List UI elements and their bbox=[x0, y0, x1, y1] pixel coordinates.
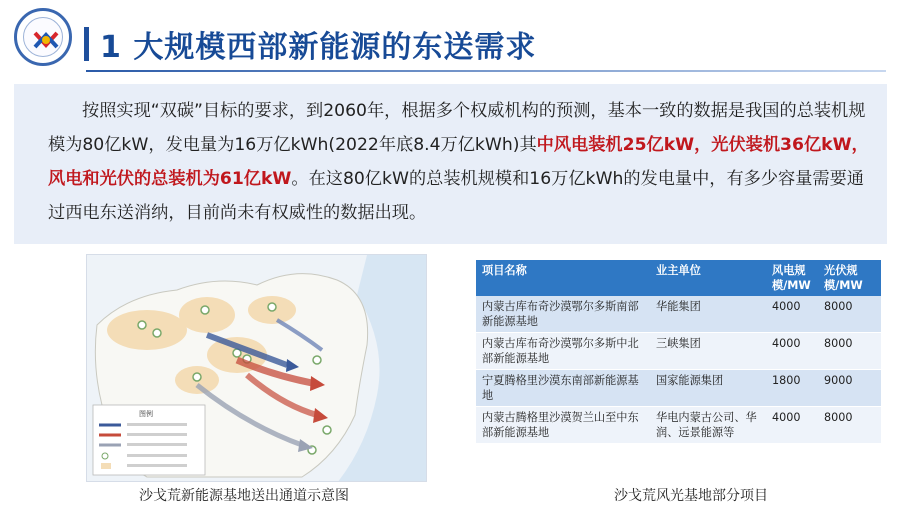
cell-project-name: 内蒙古库布奇沙漠鄂尔多斯南部新能源基地 bbox=[476, 296, 650, 333]
cell-solar: 8000 bbox=[818, 333, 881, 370]
header-project-name: 项目名称 bbox=[476, 260, 650, 296]
table-row bbox=[476, 407, 881, 444]
logo-emblem-icon bbox=[17, 11, 75, 69]
cell-project-name: 宁夏腾格里沙漠东南部新能源基地 bbox=[476, 370, 650, 407]
cell-owner: 华电内蒙古公司、华润、远景能源等 bbox=[650, 407, 766, 444]
header-wind-capacity: 风电规模/MW bbox=[766, 260, 818, 296]
title-divider bbox=[86, 70, 886, 72]
cell-wind: 1800 bbox=[766, 370, 818, 407]
cell-owner: 华能集团 bbox=[650, 296, 766, 333]
table-row bbox=[476, 370, 881, 407]
table-header-row bbox=[476, 260, 881, 296]
cell-solar: 8000 bbox=[818, 296, 881, 333]
header-owner: 业主单位 bbox=[650, 260, 766, 296]
intro-text-2: 。在这80亿kW的总装机规模和16万亿kWh的发电量中，有多少容量需要通过西电东送消纳，目前尚未有权威性的数据出现。 bbox=[48, 169, 864, 223]
intro-panel bbox=[14, 84, 887, 244]
table-row bbox=[476, 333, 881, 370]
map-legend-title: 图例 bbox=[139, 410, 153, 418]
header-solar-capacity: 光伏规模/MW bbox=[818, 260, 881, 296]
cell-solar: 8000 bbox=[818, 407, 881, 444]
map-caption: 沙戈荒新能源基地送出通道示意图 bbox=[139, 488, 349, 504]
cell-owner: 三峡集团 bbox=[650, 333, 766, 370]
table-row bbox=[476, 296, 881, 333]
cell-solar: 9000 bbox=[818, 370, 881, 407]
intro-highlight: 中风电装机25亿kW，光伏装机36亿kW，风电和光伏的总装机为61亿kW bbox=[48, 135, 869, 189]
intro-paragraph bbox=[48, 94, 880, 230]
university-logo bbox=[14, 8, 72, 66]
cell-project-name: 内蒙古库布奇沙漠鄂尔多斯中北部新能源基地 bbox=[476, 333, 650, 370]
china-map-illustration bbox=[87, 255, 427, 482]
cell-wind: 4000 bbox=[766, 407, 818, 444]
cell-owner: 国家能源集团 bbox=[650, 370, 766, 407]
table-caption: 沙戈荒风光基地部分项目 bbox=[614, 488, 768, 504]
cell-project-name: 内蒙古腾格里沙漠贺兰山至中东部新能源基地 bbox=[476, 407, 650, 444]
intro-text-1: 按照实现“双碳”目标的要求，到2060年，根据多个权威机构的预测，基本一致的数据是我国的总装机规模为80亿kW，发电量为16万亿kWh(2022年底8.4万亿kWh)其 bbox=[48, 101, 866, 155]
title-accent-bar bbox=[84, 27, 89, 61]
transmission-map bbox=[86, 254, 427, 482]
page-title: 1 大规模西部新能源的东送需求 bbox=[100, 30, 537, 65]
projects-table bbox=[476, 260, 881, 444]
cell-wind: 4000 bbox=[766, 333, 818, 370]
cell-wind: 4000 bbox=[766, 296, 818, 333]
